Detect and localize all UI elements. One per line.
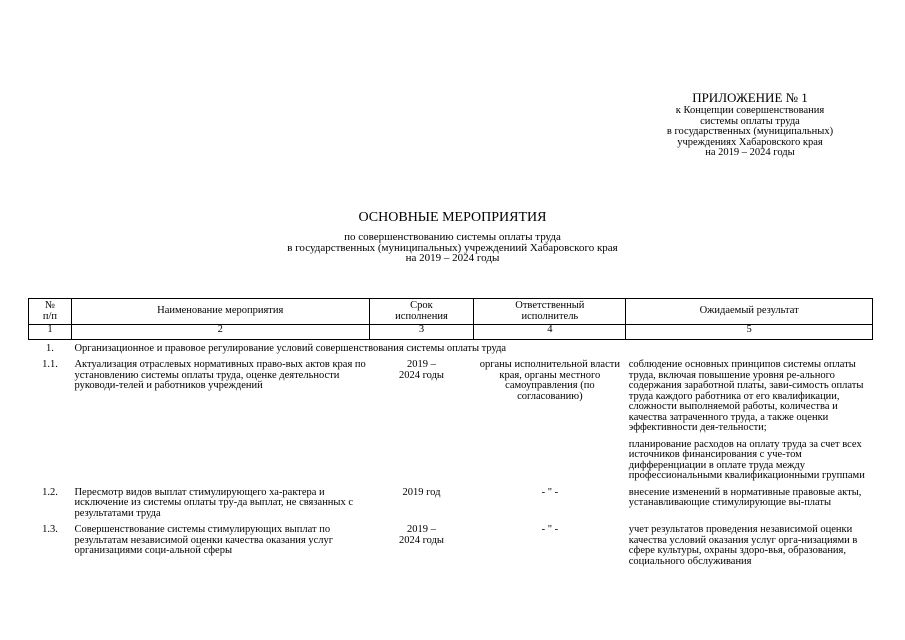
table-row: [29, 486, 873, 524]
header-term-line2: исполнения: [395, 310, 448, 322]
appendix-line: к Концепции совершенствования: [675, 105, 825, 116]
row-executor: - " -: [541, 486, 559, 498]
column-number: 5: [626, 325, 873, 340]
section-row: [29, 340, 873, 359]
appendix-line: на 2019 – 2024 годы: [705, 147, 795, 158]
row-result: внесение изменений в нормативные правовые акты, устанавливающие стимулирующие вы-платы: [628, 486, 862, 508]
header-num: [29, 299, 72, 325]
row-result-item: соблюдение основных принципов системы оплаты труда, включая повышение уровня ре-ального содержания заработной платы, зави-симость оплаты труда каждого работника от его квалификации, сложности выполняемой работы, количества и качества затраченного труда, а также оценки эффективности дея-тельности;: [628, 359, 864, 433]
row-result-item: планирование расходов на оплату труда за счет всех источников финансирования с уче-том дифференциации в оплате труда между профессиональными квалификационными группами: [628, 438, 865, 481]
appendix-line: учреждениях Хабаровского края: [677, 136, 823, 148]
header-num-line1: №: [44, 300, 55, 311]
row-term: [369, 358, 474, 486]
header-num-line2: п/п: [42, 310, 58, 322]
column-number: 4: [474, 325, 626, 340]
header-exec-line1: Ответственный: [515, 300, 585, 311]
header-name: Наименование мероприятия: [71, 299, 369, 325]
appendix-line: в государственных (муниципальных): [666, 126, 834, 137]
row-num: 1.1.: [42, 359, 58, 370]
section-title: Организационное и правовое регулирование условий совершенствования системы оплаты труда: [74, 343, 507, 354]
row-result: учет результатов проведения независимой оценки качества условий оказания услуг орга-низациями в сфере культуры, охраны здоро-вья, образования, социального обслуживания: [628, 524, 858, 567]
header-exec-line2: исполнитель: [521, 310, 579, 322]
header-term-line1: Срок: [410, 300, 433, 311]
appendix-block: [600, 90, 900, 159]
subtitle-line: на 2019 – 2024 годы: [405, 252, 500, 264]
row-result: [626, 358, 873, 486]
header-result: Ожидаемый результат: [626, 299, 873, 325]
column-number: 2: [71, 325, 369, 340]
table-header-row: [29, 299, 873, 325]
measures-table: [28, 298, 873, 571]
row-executor: органы исполнительной власти края, органы местного самоуправления (по согласованию): [479, 359, 620, 402]
column-number-row: [29, 325, 873, 340]
row-num: 1.2.: [42, 486, 58, 498]
row-name: Актуализация отраслевых нормативных право-вых актов края по установлению системы оплаты труда, оценке деятельности руководи-телей и работников учреждений: [74, 359, 366, 391]
row-term-line2: 2024 годы: [398, 369, 444, 381]
row-name: Совершенствование системы стимулирующих выплат по результатам независимой оценки качества оказания услуг организациями соци-альной сферы: [74, 524, 334, 556]
row-executor: - " -: [541, 524, 559, 535]
document-title: ОСНОВНЫЕ МЕРОПРИЯТИЯ: [358, 210, 547, 225]
row-term: [369, 523, 474, 571]
row-name: Пересмотр видов выплат стимулирующего ха-рактера и исключение из системы оплаты тру-да выплат, не связанных с результатами труда: [74, 486, 354, 519]
section-num: 1.: [46, 343, 54, 354]
subtitle-line: в государственных (муниципальных) учреждениий Хабаровского края: [287, 241, 618, 254]
table-row: [29, 358, 873, 486]
row-num: 1.3.: [42, 524, 58, 535]
row-term-line1: 2019 –: [407, 524, 436, 535]
appendix-line: системы оплаты труда: [700, 115, 800, 127]
column-number: 3: [369, 325, 474, 340]
document-heading: [0, 210, 905, 264]
table-row: [29, 523, 873, 571]
header-executor: [474, 299, 626, 325]
row-term-line2: 2024 годы: [398, 534, 444, 546]
header-term: [369, 299, 474, 325]
row-term: 2019 год: [402, 486, 441, 498]
column-number: 1: [29, 325, 72, 340]
row-term-line1: 2019 –: [407, 359, 436, 370]
appendix-title: ПРИЛОЖЕНИЕ № 1: [692, 90, 808, 105]
subtitle-line: по совершенствованию системы оплаты труда: [344, 231, 561, 243]
